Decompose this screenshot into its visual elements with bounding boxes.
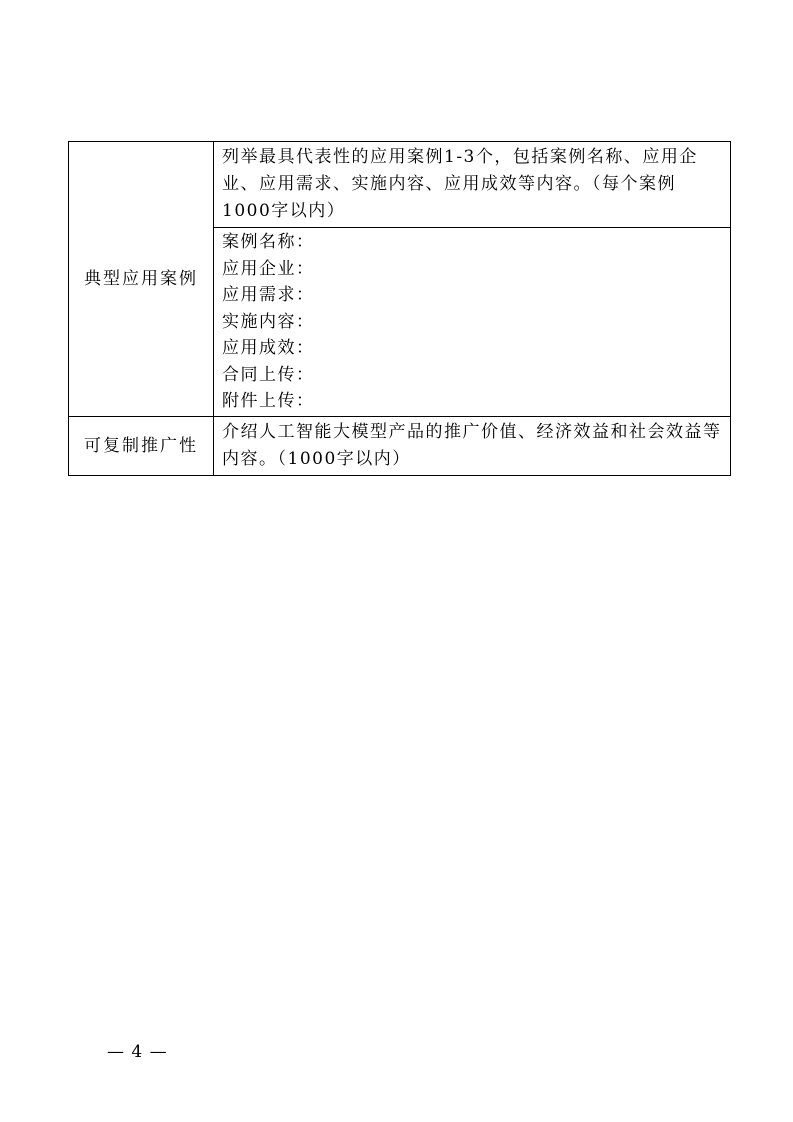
field-implementation-content[interactable]: 实施内容： bbox=[222, 311, 315, 332]
typical-cases-fields[interactable] bbox=[214, 228, 731, 417]
field-application-results[interactable]: 应用成效： bbox=[222, 338, 315, 358]
application-form-table bbox=[68, 141, 731, 476]
typical-cases-instruction-row bbox=[69, 142, 731, 228]
page-number: — 4 — bbox=[107, 1042, 168, 1062]
typical-cases-label: 典型应用案例 bbox=[69, 142, 214, 417]
replicability-row bbox=[69, 416, 731, 475]
field-application-enterprise[interactable]: 应用企业： bbox=[222, 258, 315, 279]
field-attachment-upload[interactable]: 附件上传： bbox=[222, 391, 315, 411]
replicability-label: 可复制推广性 bbox=[69, 416, 214, 475]
field-case-name[interactable]: 案例名称： bbox=[222, 232, 315, 252]
replicability-instruction[interactable]: 介绍人工智能大模型产品的推广价值、经济效益和社会效益等内容。（1000字以内） bbox=[214, 416, 731, 475]
field-contract-upload[interactable]: 合同上传： bbox=[222, 364, 315, 385]
typical-cases-instruction: 列举最具代表性的应用案例1-3个，包括案例名称、应用企业、应用需求、实施内容、应用成效等内容。（每个案例1000字以内） bbox=[214, 142, 731, 228]
field-application-demand[interactable]: 应用需求： bbox=[222, 285, 315, 305]
